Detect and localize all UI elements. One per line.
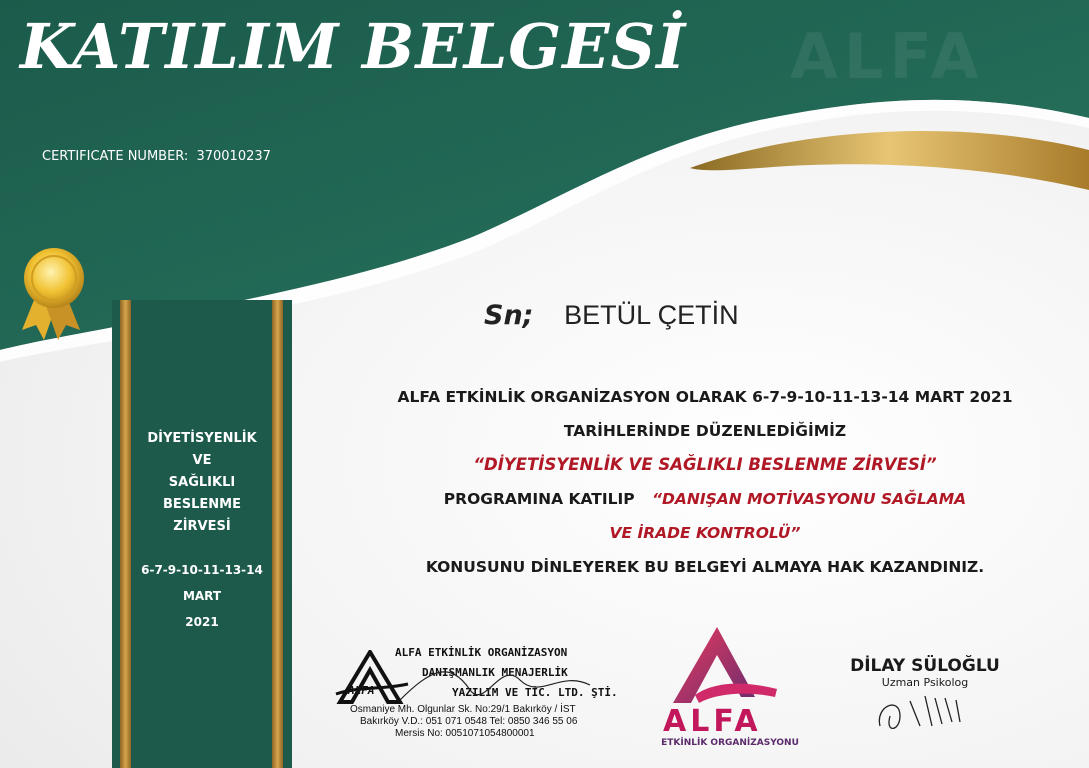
- topic-title-part2: VE İRADE KONTROLÜ”: [609, 524, 801, 542]
- ribbon-event-line: BESLENME: [162, 497, 241, 512]
- recipient: [484, 300, 739, 331]
- body-line-1: ALFA ETKİNLİK ORGANİZASYON OLARAK 6-7-9-10-11-13-14 MART 2021: [397, 388, 1013, 406]
- certificate-number: [42, 149, 275, 164]
- ribbon-month: MART: [182, 589, 222, 603]
- stamp-address-2: Bakırköy V.D.: 051 071 0548 Tel: 0850 346 55 06: [360, 716, 578, 727]
- body-line-6: KONUSUNU DİNLEYEREK BU BELGEYİ ALMAYA HAK KAZANDINIZ.: [425, 558, 985, 576]
- alfa-organization-logo: [655, 625, 799, 760]
- ribbon-event-line: VE: [192, 453, 212, 468]
- stamp-line-2: DANIŞMANLIK MENAJERLİK: [422, 666, 568, 679]
- ribbon-event-line: ZİRVESİ: [173, 519, 231, 534]
- stamp-address-3: Mersis No: 0051071054800001: [395, 728, 535, 739]
- recipient-name: BETÜL ÇETİN: [564, 300, 739, 330]
- ribbon-year: 2021: [185, 615, 219, 629]
- signatory-name: DİLAY SÜLOĞLU: [850, 656, 1000, 676]
- program-label: PROGRAMINA KATILIP: [443, 490, 635, 508]
- certificate-number-label: CERTIFICATE NUMBER:: [42, 149, 189, 164]
- signature-icon: [870, 686, 990, 741]
- ribbon-event-line: SAĞLIKLI: [168, 475, 236, 490]
- stamp-line-3: YAZILIM VE TİC. LTD. ŞTİ.: [452, 686, 618, 699]
- ribbon-days: 6-7-9-10-11-13-14: [141, 563, 263, 577]
- stamp-line-1: ALFA ETKİNLİK ORGANİZASYON: [395, 646, 568, 659]
- alfa-logo-subtitle: ETKİNLİK ORGANİZASYONU: [661, 738, 799, 748]
- stamp-address-1: Osmaniye Mh. Olgunlar Sk. No:29/1 Bakırköy / İST: [350, 704, 576, 715]
- certificate-body: [360, 380, 1050, 584]
- ribbon-dates: [128, 557, 276, 635]
- ribbon-event-line: DİYETİSYENLİK: [147, 431, 257, 446]
- alfa-watermark: ALFA: [790, 20, 985, 93]
- alfa-logo-name: ALFA: [663, 704, 762, 735]
- body-line-2: TARİHLERİNDE DÜZENLEDİĞİMİZ: [563, 422, 847, 440]
- ribbon-event-title: [128, 428, 276, 538]
- event-name: “DİYETİSYENLİK VE SAĞLIKLI BESLENME ZİRVESİ”: [473, 455, 937, 474]
- signatory-role: Uzman Psikolog: [881, 676, 969, 689]
- certificate-number-value: 370010237: [196, 149, 271, 164]
- body-line-4: [360, 482, 1050, 516]
- topic-title-part1: “DANIŞAN MOTİVASYONU SAĞLAMA: [652, 490, 967, 508]
- certificate-title: KATILIM BELGESİ: [20, 10, 687, 83]
- company-stamp: [330, 640, 618, 750]
- signatory: [830, 656, 1020, 746]
- stamp-logo-text: ALFA: [348, 684, 375, 697]
- recipient-prefix: Sn;: [484, 300, 534, 331]
- stamp-signature-icon: [390, 640, 610, 740]
- alfa-triangle-logo-icon: [655, 625, 795, 735]
